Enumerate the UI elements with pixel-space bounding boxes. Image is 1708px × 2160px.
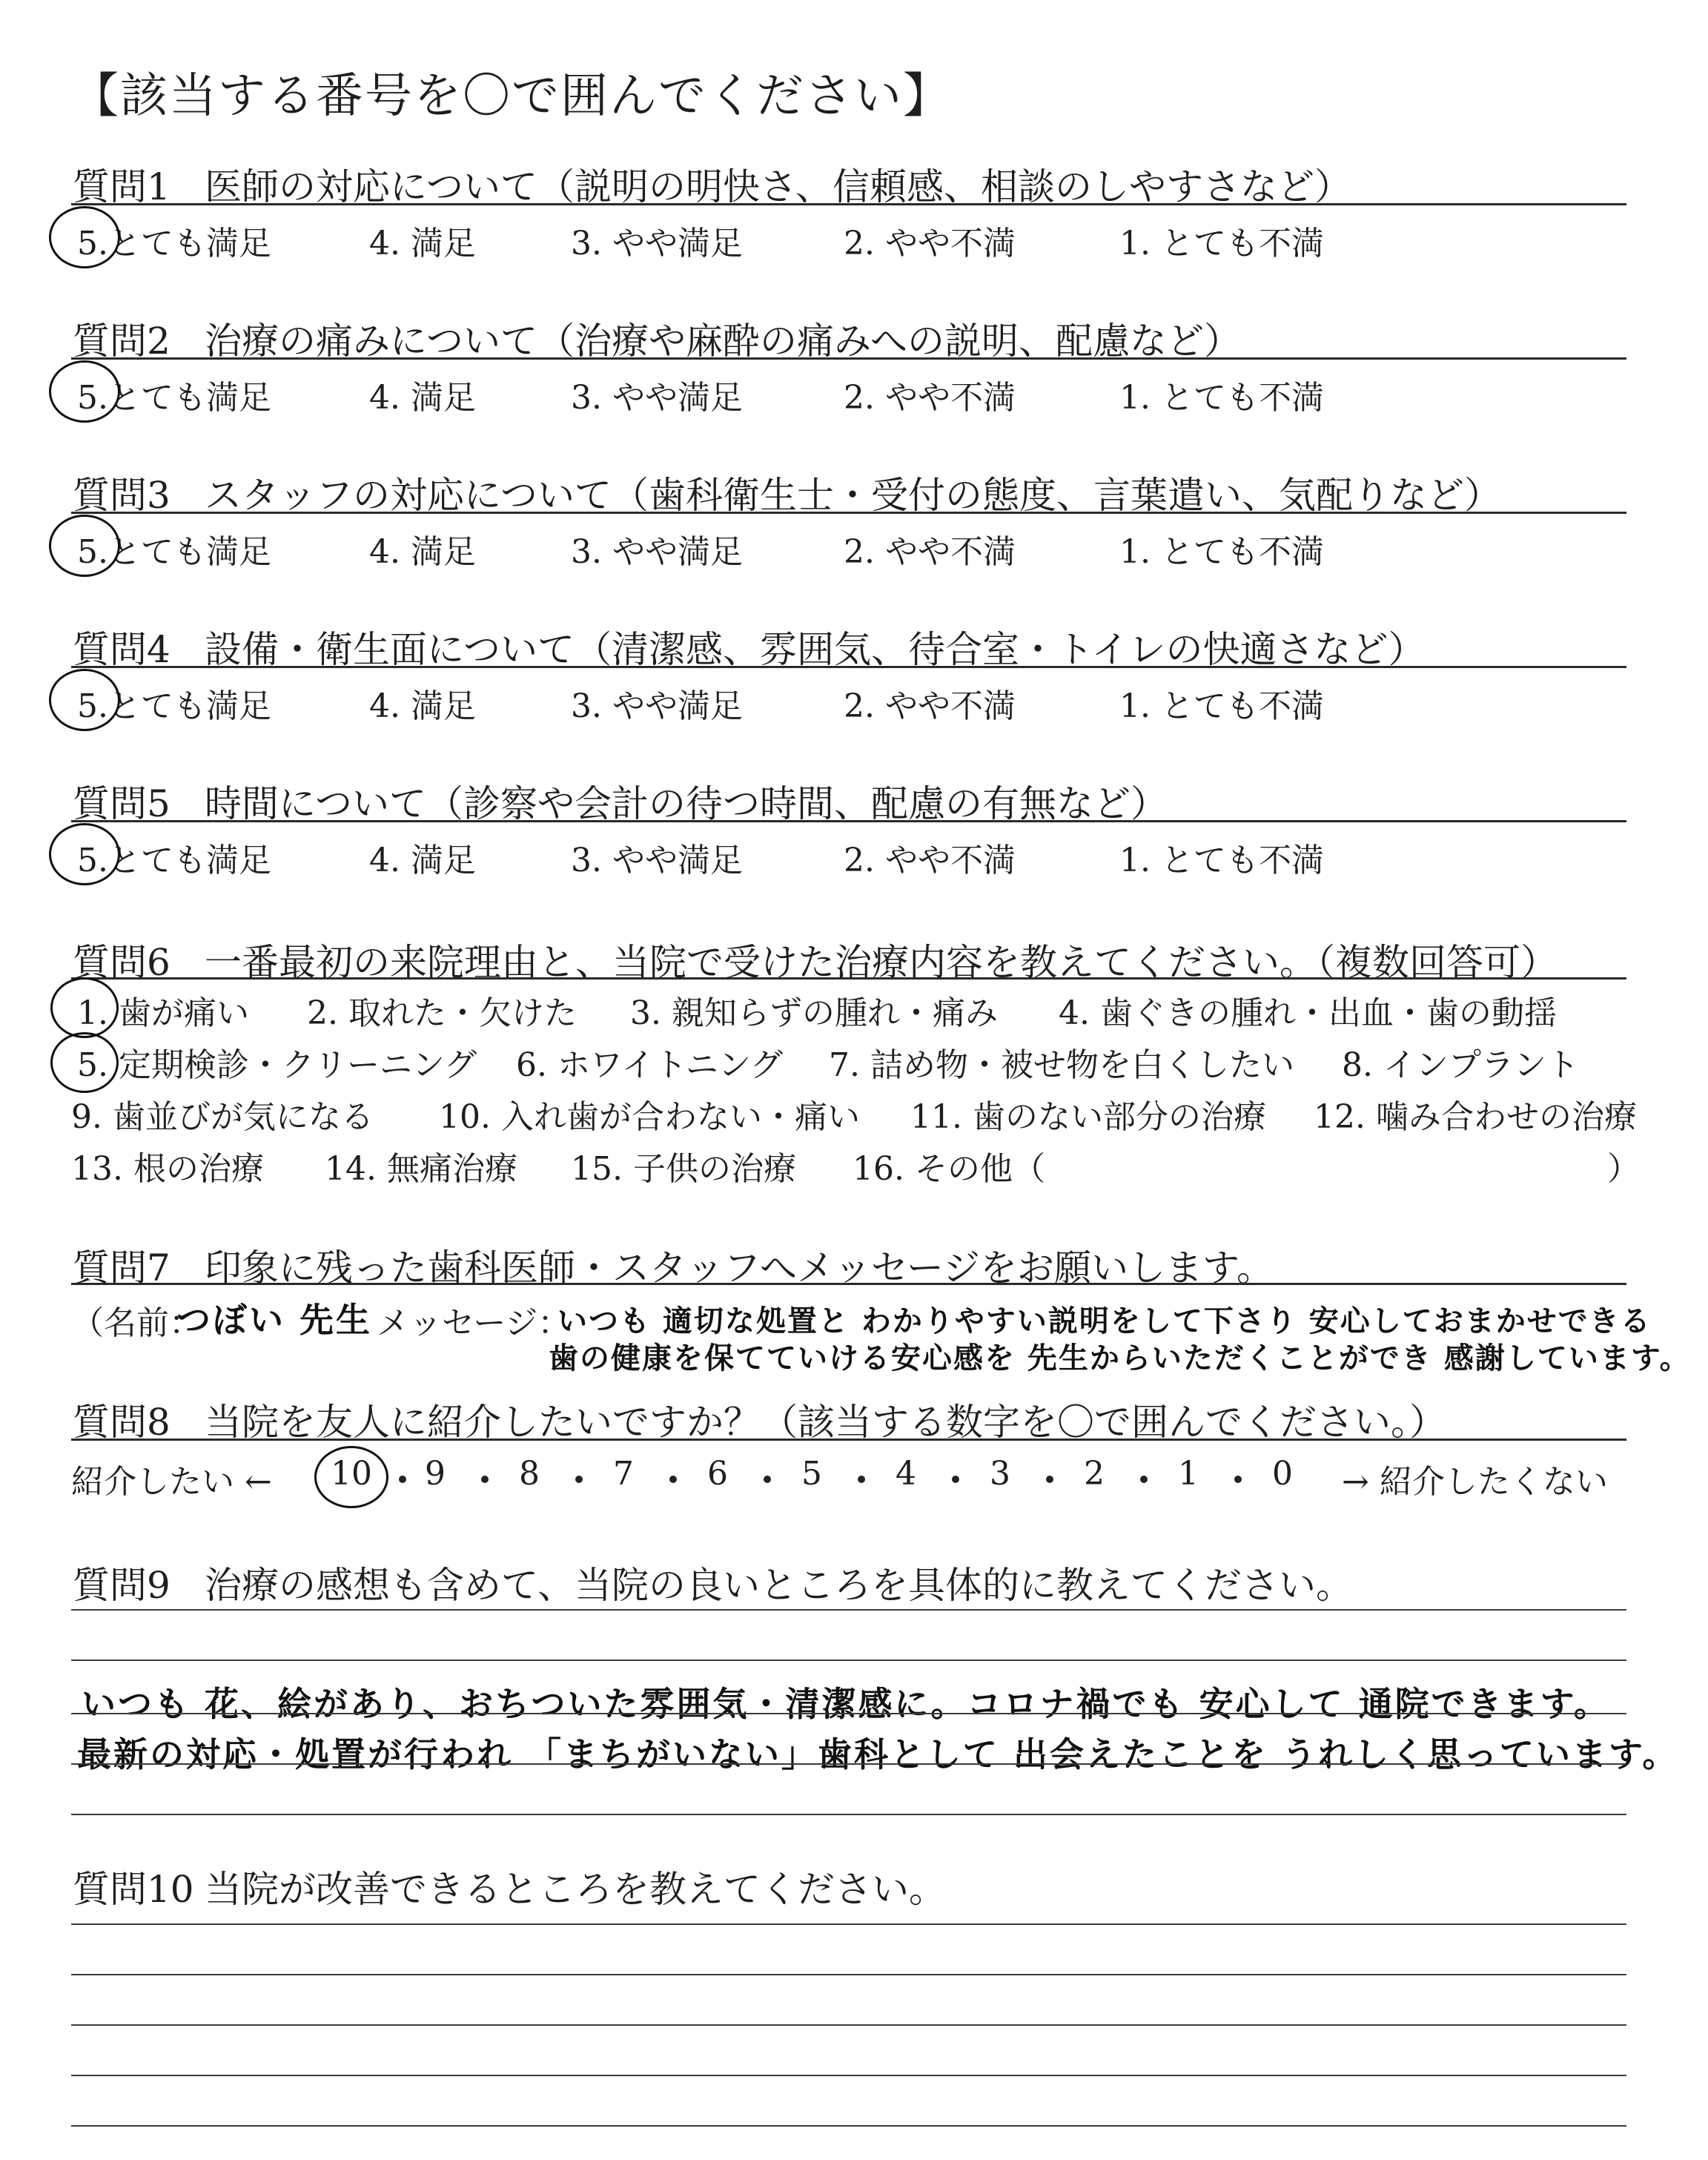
q8-number: 質問8 (73, 1401, 171, 1444)
scale-dot (481, 1476, 489, 1483)
q9-text: 治療の感想も含めて、当院の良いところを具体的に教えてください。 (205, 1564, 1353, 1607)
q10-line (71, 1923, 1626, 1925)
q1-rule (71, 203, 1626, 205)
q4-option[interactable]: 5.とても満足 (77, 687, 271, 725)
q1-number: 質問1 (73, 165, 171, 208)
q5-rule (71, 820, 1626, 822)
q8-scale-number[interactable]: 8 (519, 1455, 540, 1493)
q2-option[interactable]: 2. やや不満 (844, 379, 1016, 417)
q8-right-label: → 紹介したくない (1342, 1463, 1608, 1501)
q3-rule (71, 512, 1626, 514)
q10-number: 質問10 (73, 1868, 194, 1911)
q5-option[interactable]: 3. やや満足 (571, 842, 743, 879)
q3-option[interactable]: 3. やや満足 (571, 533, 743, 571)
scale-dot (1046, 1476, 1053, 1483)
q1-option[interactable]: 3. やや満足 (571, 225, 743, 262)
q10-line (71, 2075, 1626, 2076)
q8-scale-number[interactable]: 0 (1272, 1455, 1293, 1493)
q7-message-label: メッセージ： (377, 1304, 571, 1342)
q5-option[interactable]: 5.とても満足 (77, 842, 271, 879)
q3-option[interactable]: 4. 満足 (369, 533, 476, 571)
q9-answer-line-2[interactable]: 最新の対応・処置が行われ 「まちがいない」歯科として 出会えたことを うれしく思っています。 (77, 1734, 1679, 1774)
q8-scale-number[interactable]: 10 (331, 1455, 372, 1493)
q6-number: 質問6 (73, 941, 171, 984)
q2-option[interactable]: 4. 満足 (369, 379, 476, 417)
q6-option[interactable]: 5. 定期検診・クリーニング (77, 1046, 477, 1084)
q9-answer-line-1[interactable]: いつも 花、絵があり、おちついた雰囲気・清潔感に。コロナ禍でも 安心して 通院できます。 (82, 1684, 1610, 1724)
q6-close-paren: ） (1607, 1150, 1640, 1188)
q6-option[interactable]: 8. インプラント (1342, 1046, 1579, 1084)
q1-option[interactable]: 2. やや不満 (844, 225, 1016, 262)
q9-line (71, 1713, 1626, 1714)
q7-text: 印象に残った歯科医師・スタッフへメッセージをお願いします。 (205, 1246, 1274, 1289)
q3-option[interactable]: 5.とても満足 (77, 533, 271, 571)
q9-number: 質問9 (73, 1564, 171, 1607)
scale-dot (399, 1476, 406, 1483)
q6-option[interactable]: 10. 入れ歯が合わない・痛い (439, 1098, 860, 1136)
q4-option[interactable]: 3. やや満足 (571, 687, 743, 725)
q8-rule (71, 1439, 1626, 1441)
scale-dot (1140, 1476, 1148, 1483)
q6-option[interactable]: 1. 歯が痛い (77, 994, 249, 1032)
q7-name-value[interactable]: つぼい 先生 (176, 1300, 373, 1340)
q6-option[interactable]: 14. 無痛治療 (325, 1150, 517, 1188)
q2-text: 治療の痛みについて（治療や麻酔の痛みへの説明、配慮など） (205, 320, 1241, 363)
q6-option[interactable]: 4. 歯ぐきの腫れ・出血・歯の動揺 (1059, 994, 1557, 1032)
q6-option[interactable]: 3. 親知らずの腫れ・痛み (630, 994, 998, 1032)
q2-option[interactable]: 1. とても不満 (1119, 379, 1324, 417)
q4-text: 設備・衛生面について（清潔感、雰囲気、待合室・トイレの快適さなど） (205, 628, 1426, 671)
q1-option[interactable]: 4. 満足 (369, 225, 476, 262)
q9-line (71, 1659, 1626, 1661)
scale-dot (952, 1476, 959, 1483)
q8-scale-number[interactable]: 9 (425, 1455, 446, 1493)
q2-number: 質問2 (73, 320, 171, 363)
q6-rule (71, 977, 1626, 980)
q5-number: 質問5 (73, 782, 171, 825)
q10-line (71, 2024, 1626, 2026)
q1-option[interactable]: 5.とても満足 (77, 225, 271, 262)
q6-option[interactable]: 9. 歯並びが気になる (71, 1098, 374, 1136)
q10-text: 当院が改善できるところを教えてください。 (205, 1868, 946, 1911)
q6-option[interactable]: 16. その他（ (853, 1150, 1045, 1188)
q5-option[interactable]: 2. やや不満 (844, 842, 1016, 879)
q3-option[interactable]: 1. とても不満 (1119, 533, 1324, 571)
q2-rule (71, 357, 1626, 360)
q6-option[interactable]: 11. 歯のない部分の治療 (910, 1098, 1266, 1136)
q8-text: 当院を友人に紹介したいですか？（該当する数字を〇で囲んでください。） (205, 1401, 1446, 1444)
q5-option[interactable]: 4. 満足 (369, 842, 476, 879)
q5-text: 時間について（診察や会計の待つ時間、配慮の有無など） (205, 782, 1168, 825)
q8-scale-number[interactable]: 5 (801, 1455, 822, 1493)
q7-number: 質問7 (73, 1246, 171, 1289)
scale-dot (1234, 1476, 1242, 1483)
q9-heading (73, 1556, 1353, 1609)
q7-message-line-1[interactable]: いつも 適切な処置と わかりやすい説明をして下さり 安心しておまかせできる (557, 1304, 1652, 1338)
q6-option[interactable]: 12. 噛み合わせの治療 (1314, 1098, 1637, 1136)
q6-text: 一番最初の来院理由と、当院で受けた治療内容を教えてください。（複数回答可） (205, 941, 1558, 984)
q8-scale-number[interactable]: 7 (613, 1455, 634, 1493)
q1-text: 医師の対応について（説明の明快さ、信頼感、相談のしやすさなど） (205, 165, 1351, 208)
q8-scale-number[interactable]: 1 (1178, 1455, 1199, 1493)
q7-rule (71, 1283, 1626, 1285)
q9-line (71, 1814, 1626, 1815)
q6-option[interactable]: 2. 取れた・欠けた (307, 994, 577, 1032)
q8-scale-number[interactable]: 6 (707, 1455, 728, 1493)
q8-left-label: 紹介したい ← (71, 1463, 272, 1501)
q9-line (71, 1763, 1626, 1765)
scale-dot (858, 1476, 865, 1483)
q4-option[interactable]: 4. 満足 (369, 687, 476, 725)
q6-option[interactable]: 7. 詰め物・被せ物を白くしたい (829, 1046, 1294, 1084)
q1-option[interactable]: 1. とても不満 (1119, 225, 1324, 262)
page-title: 【該当する番号を〇で囲んでください】 (71, 69, 952, 124)
q6-option[interactable]: 15. 子供の治療 (571, 1150, 796, 1188)
scale-dot (669, 1476, 677, 1483)
q7-message-line-2[interactable]: 歯の健康を保てていける安心感を 先生からいただくことができ 感謝しています。 (549, 1341, 1691, 1375)
q10-line (71, 1974, 1626, 1975)
q3-option[interactable]: 2. やや不満 (844, 533, 1016, 571)
q8-scale-number[interactable]: 4 (896, 1455, 916, 1493)
q3-text: スタッフの対応について（歯科衛生士・受付の態度、言葉遣い、気配りなど） (205, 474, 1501, 517)
q4-option[interactable]: 2. やや不満 (844, 687, 1016, 725)
q4-option[interactable]: 1. とても不満 (1119, 687, 1324, 725)
q3-number: 質問3 (73, 474, 171, 517)
q5-option[interactable]: 1. とても不満 (1119, 842, 1324, 879)
scale-dot (575, 1476, 583, 1483)
q10-line (71, 2125, 1626, 2127)
q6-option[interactable]: 6. ホワイトニング (516, 1046, 784, 1084)
q2-option[interactable]: 5.とても満足 (77, 379, 271, 417)
scale-dot (764, 1476, 771, 1483)
q4-rule (71, 666, 1626, 668)
q9-line (71, 1609, 1626, 1611)
q7-name-label: （名前： (71, 1304, 202, 1342)
q2-option[interactable]: 3. やや満足 (571, 379, 743, 417)
q10-heading (73, 1860, 946, 1913)
q8-scale-number[interactable]: 3 (990, 1455, 1010, 1493)
q6-option[interactable]: 13. 根の治療 (71, 1150, 264, 1188)
q8-scale-number[interactable]: 2 (1084, 1455, 1105, 1493)
q4-number: 質問4 (73, 628, 171, 671)
